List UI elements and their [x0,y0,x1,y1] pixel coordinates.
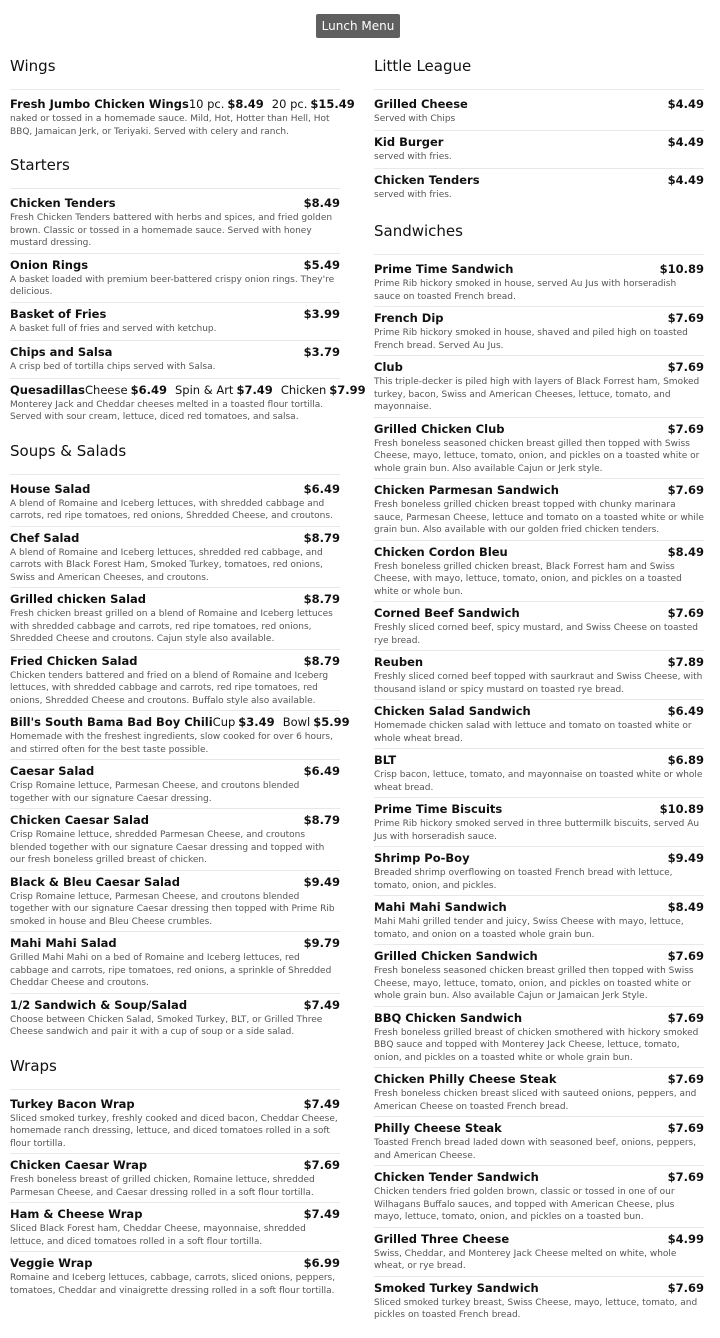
item-description: A basket full of fries and served with ketchup. [10,323,217,334]
item-description: Crisp Romaine lettuce, Parmesan Cheese, and croutons blended together with our signature Caesar dressing. [10,781,300,804]
menu-item [10,303,340,341]
item-prices [304,997,340,1013]
item-prices [304,530,340,546]
item-description: Fresh boneless seasoned chicken breast gilled then topped with Swiss Cheese, mayo, lettuce, tomato, onion, and pickles on a toasted white or whole grain bun. Also available Cajun or Jerk style. [374,438,700,474]
price-option [668,1120,704,1136]
item-name: Fresh Jumbo Chicken Wings [10,97,189,111]
item-name: Mahi Mahi Salad [10,936,117,950]
price-option [304,195,340,211]
item-description: A blend of Romaine and Iceberg lettuces, with shredded cabbage and carrots, red ripe tomatoes, red onions, Shredded Cheese, and croutons. [10,498,333,521]
item-prices [304,195,340,211]
item-prices [660,801,704,817]
menu-item [374,1117,704,1166]
price-value: $7.49 [303,1207,340,1221]
menu-item [10,1203,340,1252]
menu-item [10,871,340,933]
item-name: BLT [374,753,397,767]
price-option [304,653,340,669]
price-value: $10.89 [659,262,704,276]
lunch-menu-button[interactable]: Lunch Menu [316,14,400,38]
price-value: $7.49 [236,382,273,397]
item-name: Ham & Cheese Wrap [10,1207,143,1221]
price-value: $7.69 [667,1170,704,1184]
item-name: French Dip [374,311,444,325]
item-prices [304,306,340,322]
price-option [304,306,340,322]
price-option [668,850,704,866]
item-name: Chicken Cordon Bleu [374,544,508,559]
menu-item [374,1277,704,1325]
item-prices [189,96,355,112]
price-option [304,591,340,607]
item-prices [668,359,704,375]
item-prices [304,653,340,669]
section-wings [10,52,355,141]
item-description: naked or tossed in a homemade sauce. Mild, Hot, Hotter than Hell, Hot BBQ, Jamaican Jerk, or Teriyaki. Served with celery and ranch. [10,114,330,137]
item-description: A basket loaded with premium beer-battered crispy onion rings. They're delicious. [10,274,335,297]
item-prices [304,481,340,497]
item-prices [668,421,704,437]
menu-item [374,700,704,749]
menu-item [10,994,340,1042]
item-description: Crisp Romaine lettuce, Parmesan Cheese, and croutons blended together with our signature Caesar dressing then topped with Prime Rib smoked in house and Bleu Cheese crumbles. [10,891,335,927]
item-name: Chicken Caesar Salad [10,813,149,827]
item-prices [668,134,704,150]
item-name: Bill's South Bama Bad Boy Chili [10,715,213,729]
item-description: Crisp bacon, lettuce, tomato, and mayonnaise on toasted white or whole wheat bread. [374,770,703,793]
price-value: $10.89 [659,802,704,816]
item-description: Fresh boneless grilled chicken breast, Black Forrest ham and Swiss Cheese, with mayo, lettuce, tomato, onion, and pickles on a toasted white or whole bun. [374,561,682,597]
item-prices [304,935,340,951]
item-name: Chef Salad [10,530,80,545]
item-name: Philly Cheese Steak [374,1121,502,1135]
menu-item [10,711,350,760]
price-value: $7.99 [329,382,366,397]
price-option [304,344,340,360]
section-little-league [374,52,704,207]
price-option [304,874,340,890]
item-description: Swiss, Cheddar, and Monterey Jack Cheese melted on white, whole wheat, or rye bread. [374,1248,677,1271]
price-value: $3.49 [238,715,275,729]
item-prices [668,752,704,768]
menu-item [10,1252,340,1300]
item-name: House Salad [10,481,91,496]
item-prices [304,344,340,360]
price-option [85,382,167,398]
item-description: Toasted French bread laded down with seasoned beef, onions, peppers, and American Cheese. [374,1138,697,1161]
item-description: Chicken tenders battered and fried on a blend of Romaine and Iceberg lettuces, with shredded cabbage and carrots, red ripe tomatoes, red onions, Shredded Cheese and croutons. Buffalo style also available. [10,670,329,706]
menu-item [10,527,340,589]
item-prices [304,1096,340,1112]
item-description: Breaded shrimp overflowing on toasted French bread with lettuce, tomato, onion, and pickles. [374,868,673,891]
price-option-label: Cup [212,715,236,729]
price-value: $7.89 [667,655,704,669]
item-name: Mahi Mahi Sandwich [374,900,507,914]
menu-item [10,93,355,141]
price-value: $8.79 [303,813,340,827]
price-value: $4.99 [667,1231,704,1246]
price-option [668,1169,704,1185]
item-description: Served with Chips [374,114,456,124]
item-prices [668,654,704,670]
price-option-label: Bowl [282,715,311,729]
item-prices [668,482,704,498]
item-prices [668,703,704,719]
price-option [304,1096,340,1112]
price-value: $9.79 [303,936,340,950]
price-option [668,899,704,915]
item-description: Prime Rib hickory smoked served in three buttermilk biscuits, served Au Jus with horseradish sauce. [374,819,700,842]
item-prices [668,96,704,112]
item-description: A blend of Romaine and Iceberg lettuces, shredded red cabbage, and carrots with Black Forest Ham, Smoked Turkey, tomatoes, red onions, Swiss and American Cheeses, and croutons. [10,547,323,583]
item-prices [304,1206,340,1222]
price-option [304,530,340,546]
price-option [668,1071,704,1087]
item-prices [85,382,366,398]
price-option [668,96,704,112]
price-value: $3.99 [303,306,340,321]
price-option [189,96,264,112]
price-value: $6.49 [667,704,704,718]
item-description: Prime Rib hickory smoked in house, shaved and piled high on toasted French bread. Served Au Jus. [374,328,688,351]
item-prices [668,310,704,326]
item-name: Corned Beef Sandwich [374,606,520,620]
menu-item [10,588,340,650]
item-name: Fried Chicken Salad [10,653,138,668]
item-description: Grilled Mahi Mahi on a bed of Romaine and Iceberg lettuces, red cabbage and carrots, ripe tomatoes, red onions, a sprinkle of Shredded Cheddar Cheese and croutons. [10,953,332,988]
item-description: Monterey Jack and Cheddar cheeses melted in a toasted flour tortilla. Served with sour cream, lettuce, diced red tomatoes, and salsa. [10,399,324,422]
price-option [175,382,273,398]
menu-item [374,541,704,603]
item-prices [668,1010,704,1026]
price-option [304,257,340,273]
price-option-label: Spin & Art [174,382,234,397]
menu-item [374,169,704,207]
menu-item [374,896,704,945]
item-prices [668,899,704,915]
menu-item [374,798,704,847]
price-value: $5.99 [313,715,350,729]
item-prices [668,1169,704,1185]
item-description: Romaine and Iceberg lettuces, cabbage, carrots, sliced onions, peppers, tomatoes, Cheddar and vinaigrette dressing rolled in a soft flour tortilla. [10,1273,336,1296]
price-option [668,172,704,188]
item-name: Grilled Three Cheese [374,1231,510,1246]
section-wraps [10,1052,340,1301]
price-value: $9.49 [303,874,340,889]
item-description: Chicken tenders fried golden brown, classic or tossed in one of our Wilhagans Buffalo sauces, and topped with American Cheese, plus mayo, lettuce, tomato, onion, and pickles on a toasted bun. [374,1187,675,1222]
price-option [213,714,275,730]
item-name: Prime Time Biscuits [374,802,503,816]
item-description: served with fries. [374,190,452,200]
item-description: Prime Rib hickory smoked in house, served Au Jus with horseradish sauce on toasted French bread. [374,279,677,302]
menu-item [10,1093,340,1155]
item-name: Kid Burger [374,135,444,149]
menu-item [10,1154,340,1203]
item-prices [304,1157,340,1173]
price-value: $7.69 [303,1158,340,1172]
price-option [304,763,340,779]
item-prices [668,605,704,621]
item-description: Mahi Mahi grilled tender and juicy, Swiss Cheese with mayo, lettuce, tomato, and onion on a toasted whole grain bun. [374,917,684,940]
item-prices [304,874,340,890]
price-option [668,544,704,560]
price-option [668,421,704,437]
item-name: Chicken Tender Sandwich [374,1170,539,1184]
price-value: $7.49 [303,1096,340,1111]
price-option [660,801,704,817]
menu-item [374,602,704,651]
price-value: $7.69 [667,1121,704,1135]
item-prices [213,714,350,730]
price-option [668,482,704,498]
price-value: $8.49 [227,97,264,111]
item-description: served with fries. [374,152,452,162]
item-name: Grilled Cheese [374,97,468,111]
item-prices [304,1255,340,1271]
price-value: $7.69 [667,360,704,374]
item-description: Homemade chicken salad with lettuce and tomato on toasted white or whole wheat bread. [374,721,692,744]
menu-item [374,1007,704,1069]
menu-item [10,760,340,809]
price-value: $6.89 [667,753,704,767]
price-value: $3.79 [303,344,340,359]
item-name: Reuben [374,655,424,669]
price-option [668,1231,704,1247]
item-name: Grilled Chicken Club [374,421,505,436]
menu-item [10,478,340,527]
price-value: $15.49 [310,97,355,111]
item-description: Homemade with the freshest ingredients, slow cooked for over 6 hours, and stirred often for the best taste possible. [10,732,333,755]
item-name: Chicken Philly Cheese Steak [374,1072,557,1086]
item-name: Prime Time Sandwich [374,262,514,276]
price-value: $4.49 [667,135,704,149]
price-value: $5.49 [303,257,340,272]
item-name: Basket of Fries [10,306,107,321]
section-title: Little League [374,52,704,90]
section-title: Sandwiches [374,217,704,255]
price-option [281,382,366,398]
item-prices [668,172,704,188]
item-description: A crisp bed of tortilla chips served with Salsa. [10,361,216,372]
price-option [668,1280,704,1296]
price-value: $6.49 [303,481,340,496]
price-option-label: Chicken [280,382,327,397]
price-value: $8.79 [303,530,340,545]
price-value: $8.49 [667,900,704,914]
menu-item [10,932,340,994]
item-name: Black & Bleu Caesar Salad [10,874,180,889]
item-prices [660,261,704,277]
menu-item [374,356,704,418]
price-value: $9.49 [667,851,704,865]
price-option [304,481,340,497]
item-description: Choose between Chicken Salad, Smoked Turkey, BLT, or Grilled Three Cheese sandwich and pair it with a cup of soup or a side salad. [10,1014,323,1037]
price-option-label: 20 pc. [271,97,308,111]
price-value: $8.49 [667,544,704,559]
section-title: Soups & Salads [10,437,340,475]
item-name: Smoked Turkey Sandwich [374,1280,539,1295]
price-option [272,96,355,112]
item-name: Grilled Chicken Sandwich [374,949,538,963]
price-option [304,812,340,828]
section-starters [10,151,366,427]
menu-item [374,479,704,541]
price-value: $7.69 [667,606,704,620]
item-prices [668,948,704,964]
menu-item [374,131,704,169]
price-value: $7.49 [303,997,340,1012]
price-option [283,714,350,730]
item-description: Fresh boneless breast of grilled chicken, Romaine lettuce, shredded Parmesan Cheese, and Caesar dressing rolled in a soft flour tortilla. [10,1175,315,1198]
price-option [304,1206,340,1222]
menu-item [374,258,704,307]
menu-item [374,1166,704,1228]
item-description: Sliced smoked turkey breast, Swiss Cheese, mayo, lettuce, tomato, and pickles on toasted French bread. [374,1297,698,1320]
price-option [304,935,340,951]
item-prices [304,591,340,607]
price-value: $6.49 [130,382,167,397]
item-name: Caesar Salad [10,764,95,778]
menu-item [10,254,340,303]
menu-item [374,93,704,131]
item-name: Quesadillas [10,382,86,397]
section-title: Starters [10,151,340,189]
price-value: $7.69 [667,1072,704,1086]
menu-item [374,1068,704,1117]
price-option [660,261,704,277]
price-option-label: 10 pc. [188,97,225,111]
price-value: $7.69 [667,1280,704,1295]
item-description: Fresh boneless grilled chicken breast topped with chunky marinara sauce, Parmesan Cheese, lettuce and tomato on a toasted white or while grain bun. Also available with our golden fried chicken tenders. [374,500,704,535]
price-value: $7.69 [667,949,704,963]
item-prices [668,1231,704,1247]
price-value: $4.49 [667,173,704,187]
price-option [668,752,704,768]
item-description: Freshly sliced corned beef, spicy mustard, and Swiss Cheese on toasted rye bread. [374,623,698,646]
price-value: $8.79 [303,592,340,606]
price-value: $4.49 [667,97,704,111]
price-value: $7.69 [667,483,704,497]
item-name: Onion Rings [10,257,89,272]
item-description: Crisp Romaine lettuce, shredded Parmesan Cheese, and croutons blended together with our signature Caesar dressing and topped with our fresh boneless grilled breast of chicken. [10,830,325,865]
item-name: Chicken Salad Sandwich [374,704,531,718]
menu-item [374,651,704,700]
item-description: Sliced smoked turkey, freshly cooked and diced bacon, Cheddar Cheese, homemade ranch dressing, lettuce, and diced tomatoes rolled in a soft flour tortilla. [10,1113,338,1149]
item-name: Veggie Wrap [10,1256,93,1270]
item-name: Chicken Tenders [10,196,116,210]
price-option [304,1157,340,1173]
item-name: Chicken Caesar Wrap [10,1158,148,1172]
item-name: 1/2 Sandwich & Soup/Salad [10,997,188,1012]
menu-item [374,418,704,480]
item-name: Club [374,360,403,374]
price-option [304,997,340,1013]
item-description: Fresh boneless seasoned chicken breast grilled then topped with Swiss Cheese, mayo, lettuce, tomato, onion, and pickles on toasted white or whole grain bun. Also available Cajun or Jamaican Jerk Style. [374,966,694,1001]
item-prices [668,544,704,560]
price-option-label: Cheese [85,382,128,397]
price-value: $7.69 [667,1010,704,1025]
item-prices [668,1071,704,1087]
price-option [668,359,704,375]
item-name: Shrimp Po-Boy [374,851,470,865]
price-value: $6.99 [303,1256,340,1270]
menu-item [374,1228,704,1277]
menu-item [10,379,366,427]
menu-item [10,809,340,871]
menu-item [374,749,704,798]
section-title: Wraps [10,1052,340,1090]
price-value: $7.69 [667,311,704,325]
price-value: $6.49 [303,764,340,778]
item-name: BBQ Chicken Sandwich [374,1010,523,1025]
menu-item [10,192,340,254]
price-value: $8.49 [303,196,340,210]
item-name: Chips and Salsa [10,344,113,359]
item-prices [304,812,340,828]
section-sandwiches [374,217,704,1325]
item-description: This triple-decker is piled high with layers of Black Forrest ham, Smoked turkey, bacon, Swiss and American Cheeses, lettuce, tomato, and mayonnaise. [374,377,700,412]
price-option [668,134,704,150]
item-prices [304,763,340,779]
item-name: Grilled chicken Salad [10,592,147,606]
price-option [668,948,704,964]
price-option [668,1010,704,1026]
left-column [10,52,366,1310]
price-option [668,310,704,326]
item-name: Chicken Parmesan Sandwich [374,483,559,497]
item-name: Chicken Tenders [374,173,480,187]
item-description: Freshly sliced corned beef topped with saurkraut and Swiss Cheese, with thousand island or spicy mustard on toasted rye bread. [374,672,703,695]
item-description: Sliced Black Forest ham, Cheddar Cheese, mayonnaise, shredded lettuce, and diced tomatoes rolled in a soft flour tortilla. [10,1224,306,1247]
menu-item [10,341,340,379]
price-option [668,703,704,719]
item-prices [668,1280,704,1296]
section-soups-salads [10,437,350,1042]
section-title: Wings [10,52,340,90]
item-description: Fresh boneless grilled breast of chicken smothered with hickory smoked BBQ sauce and topped with Monterey Jack Cheese, lettuce, tomato, onion, and pickles on a toasted white or whole grain bun. [374,1027,699,1063]
price-value: $7.69 [667,421,704,436]
menu-item [10,650,340,712]
item-prices [304,257,340,273]
right-column [374,52,704,1335]
price-option [668,654,704,670]
item-description: Fresh boneless chicken breast sliced with sauteed onions, peppers, and American Cheese on toasted French bread. [374,1089,697,1112]
price-option [668,605,704,621]
item-description: Fresh Chicken Tenders battered with herbs and spices, and fried golden brown. Classic or tossed in a homemade sauce. Served with honey mustard dressing. [10,213,333,248]
menu-item [374,945,704,1007]
price-value: $8.79 [303,653,340,668]
item-prices [668,850,704,866]
menu-item [374,847,704,896]
item-prices [668,1120,704,1136]
menu-item [374,307,704,356]
item-name: Turkey Bacon Wrap [10,1096,135,1111]
item-description: Fresh chicken breast grilled on a blend of Romaine and Iceberg lettuces with shredded cabbage and carrots, red ripe tomatoes, red onions, Shredded Cheese and croutons. Cajun style also available. [10,609,333,644]
price-option [304,1255,340,1271]
